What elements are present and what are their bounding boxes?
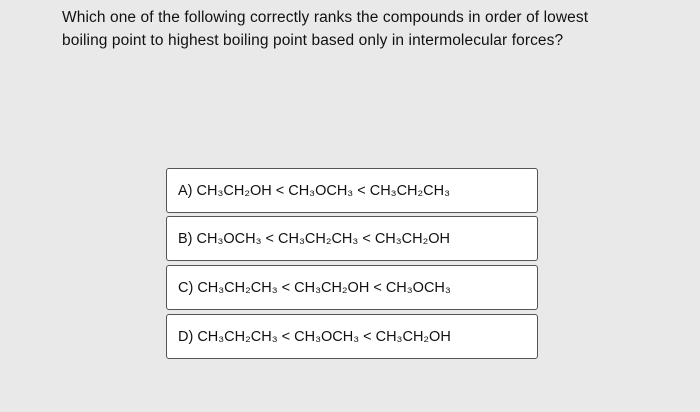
question-line-1: Which one of the following correctly ranks the compounds in order of lowest	[62, 9, 589, 26]
option-b-button[interactable]: B) CH₃OCH₃ < CH₃CH₂CH₃ < CH₃CH₂OH	[166, 216, 538, 261]
question-text	[62, 6, 662, 52]
option-d-button[interactable]: D) CH₃CH₂CH₃ < CH₃OCH₃ < CH₃CH₂OH	[166, 314, 538, 359]
option-a-button[interactable]: A) CH₃CH₂OH < CH₃OCH₃ < CH₃CH₂CH₃	[166, 168, 538, 213]
option-c-button[interactable]: C) CH₃CH₂CH₃ < CH₃CH₂OH < CH₃OCH₃	[166, 265, 538, 310]
answer-options	[166, 168, 538, 362]
question-line-2: boiling point to highest boiling point based only in intermolecular forces?	[62, 32, 564, 49]
